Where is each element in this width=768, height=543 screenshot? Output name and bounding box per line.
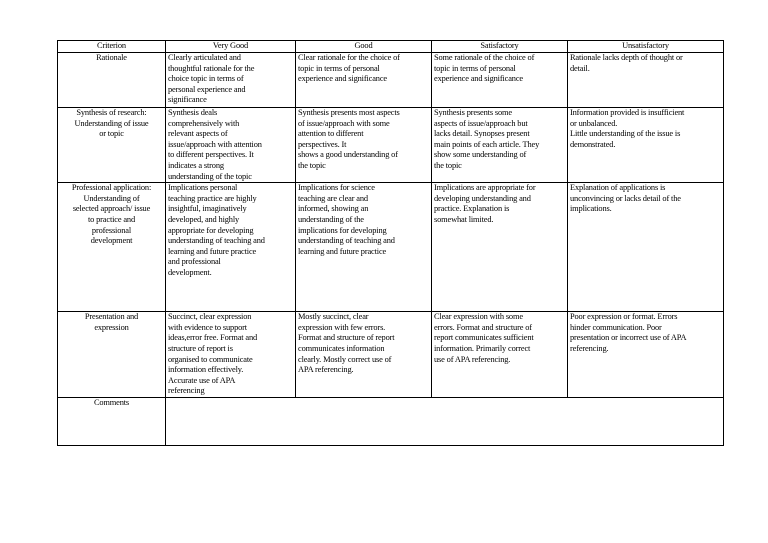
descriptor-text-line: developing understanding and bbox=[434, 193, 531, 203]
descriptor-text-line: Little understanding of the issue is bbox=[570, 129, 681, 139]
comments-row bbox=[58, 397, 724, 445]
descriptor-text-line: and professional bbox=[168, 257, 221, 267]
descriptor-text-line: implications. bbox=[570, 204, 612, 214]
rubric-row bbox=[58, 108, 724, 183]
descriptor-text-line: hinder communication. Poor bbox=[570, 322, 662, 332]
descriptor-text-line: the topic bbox=[434, 160, 462, 170]
descriptor-text-line: Implications for science bbox=[298, 183, 375, 193]
good-descriptor-cell bbox=[296, 312, 432, 398]
criterion-text-line: development bbox=[90, 236, 133, 246]
descriptor-text-line: errors. Format and structure of bbox=[434, 322, 532, 332]
descriptor-text-line: structure of report is bbox=[168, 343, 233, 353]
rubric-row bbox=[58, 53, 724, 108]
descriptor-text-line: learning and future practice bbox=[298, 246, 387, 256]
descriptor-text-line: topic in terms of personal bbox=[434, 63, 516, 73]
descriptor-text-line: developed, and highly bbox=[168, 214, 240, 224]
descriptor-text-line: Poor expression or format. Errors bbox=[570, 312, 678, 322]
descriptor-text-line: Information provided is insufficient bbox=[570, 108, 685, 117]
descriptor-text-line: attention to different bbox=[298, 129, 364, 139]
satisfactory-descriptor-cell bbox=[432, 183, 568, 312]
descriptor-text-line: APA referencing. bbox=[298, 365, 354, 375]
criterion-text-line: selected approach/ issue bbox=[72, 204, 151, 214]
descriptor-text-line: comprehensively with bbox=[168, 118, 240, 128]
descriptor-text-line: lacks detail. Synopses present bbox=[434, 129, 530, 139]
descriptor-text-line: or unbalanced. bbox=[570, 118, 618, 128]
descriptor-text-line: main points of each article. They bbox=[434, 139, 540, 149]
descriptor-text-line: practice. Explanation is bbox=[434, 204, 510, 214]
good-descriptor-cell bbox=[296, 108, 432, 183]
descriptor-text-line: expression with few errors. bbox=[298, 322, 386, 332]
descriptor-text-line: Format and structure of report bbox=[298, 333, 395, 343]
header-row bbox=[58, 41, 724, 53]
unsatisfactory-descriptor-cell bbox=[568, 312, 724, 398]
descriptor-text-line: implications for developing bbox=[298, 225, 387, 235]
descriptor-text-line: information effectively. bbox=[168, 365, 244, 375]
descriptor-text-line: Synthesis presents some bbox=[434, 108, 512, 117]
comments-field[interactable] bbox=[166, 397, 724, 445]
descriptor-text-line: learning and future practice bbox=[168, 246, 257, 256]
descriptor-text-line: of issue/approach with some bbox=[298, 118, 390, 128]
header-very-good: Very Good bbox=[166, 41, 296, 53]
criterion-text-line: to practice and bbox=[87, 214, 136, 224]
descriptor-text-line: Mostly succinct, clear bbox=[298, 312, 369, 322]
descriptor-text-line: somewhat limited. bbox=[434, 214, 494, 224]
unsatisfactory-descriptor-cell bbox=[568, 53, 724, 108]
descriptor-text-line: report communicates sufficient bbox=[434, 333, 534, 343]
criterion-text-line: Synthesis of research: bbox=[76, 108, 147, 117]
descriptor-text-line: issue/approach with attention bbox=[168, 139, 262, 149]
criterion-text-line: Understanding of issue bbox=[74, 118, 149, 128]
very-good-descriptor-cell bbox=[166, 53, 296, 108]
header-unsatisfactory: Unsatisfactory bbox=[568, 41, 724, 53]
comments-label: Comments bbox=[58, 397, 166, 445]
descriptor-text-line: demonstrated. bbox=[570, 139, 616, 149]
criterion-text-line: or topic bbox=[99, 129, 124, 139]
descriptor-text-line: Some rationale of the choice of bbox=[434, 53, 535, 62]
criterion-text-line: Rationale bbox=[96, 53, 127, 62]
descriptor-text-line: appropriate for developing bbox=[168, 225, 254, 235]
descriptor-text-line: detail. bbox=[570, 63, 590, 73]
criterion-text-line: Presentation and bbox=[84, 312, 139, 322]
descriptor-text-line: clearly. Mostly correct use of bbox=[298, 354, 392, 364]
descriptor-text-line: Clear rationale for the choice of bbox=[298, 53, 400, 62]
good-descriptor-cell bbox=[296, 183, 432, 312]
good-descriptor-cell bbox=[296, 53, 432, 108]
descriptor-text-line: topic in terms of personal bbox=[298, 63, 380, 73]
descriptor-text-line: informed, showing an bbox=[298, 204, 369, 214]
criterion-text-line: Professional application: bbox=[71, 183, 152, 193]
descriptor-text-line: understanding of teaching and bbox=[168, 236, 265, 246]
descriptor-text-line: referencing. bbox=[570, 343, 609, 353]
rubric-row bbox=[58, 183, 724, 312]
rubric-row bbox=[58, 312, 724, 398]
descriptor-text-line: significance bbox=[168, 95, 207, 105]
descriptor-text-line: experience and significance bbox=[434, 74, 523, 84]
criterion-cell bbox=[58, 108, 166, 183]
descriptor-text-line: understanding of teaching and bbox=[298, 236, 395, 246]
descriptor-text-line: referencing bbox=[168, 386, 205, 396]
very-good-descriptor-cell bbox=[166, 183, 296, 312]
descriptor-text-line: indicates a strong bbox=[168, 160, 224, 170]
descriptor-text-line: Clear expression with some bbox=[434, 312, 523, 322]
descriptor-text-line: show some understanding of bbox=[434, 150, 527, 160]
criterion-text-line: expression bbox=[94, 322, 129, 332]
header-good: Good bbox=[296, 41, 432, 53]
criterion-cell bbox=[58, 53, 166, 108]
descriptor-text-line: shows a good understanding of bbox=[298, 150, 398, 160]
very-good-descriptor-cell bbox=[166, 312, 296, 398]
assessment-rubric-table bbox=[57, 40, 724, 446]
satisfactory-descriptor-cell bbox=[432, 312, 568, 398]
descriptor-text-line: with evidence to support bbox=[168, 322, 247, 332]
descriptor-text-line: experience and significance bbox=[298, 74, 387, 84]
descriptor-text-line: relevant aspects of bbox=[168, 129, 228, 139]
descriptor-text-line: Synthesis deals bbox=[168, 108, 218, 117]
descriptor-text-line: thoughtful rationale for the bbox=[168, 63, 255, 73]
descriptor-text-line: Rationale lacks depth of thought or bbox=[570, 53, 683, 62]
descriptor-text-line: information. Primarily correct bbox=[434, 343, 531, 353]
descriptor-text-line: organised to communicate bbox=[168, 354, 253, 364]
descriptor-text-line: aspects of issue/approach but bbox=[434, 118, 528, 128]
descriptor-text-line: perspectives. It bbox=[298, 139, 347, 149]
descriptor-text-line: insightful, imaginatively bbox=[168, 204, 247, 214]
unsatisfactory-descriptor-cell bbox=[568, 108, 724, 183]
descriptor-text-line: understanding of the topic bbox=[168, 171, 252, 181]
descriptor-text-line: presentation or incorrect use of APA bbox=[570, 333, 687, 343]
descriptor-text-line: use of APA referencing. bbox=[434, 354, 511, 364]
header-satisfactory: Satisfactory bbox=[432, 41, 568, 53]
satisfactory-descriptor-cell bbox=[432, 53, 568, 108]
descriptor-text-line: Succinct, clear expression bbox=[168, 312, 252, 322]
descriptor-text-line: to different perspectives. It bbox=[168, 150, 254, 160]
descriptor-text-line: ideas,error free. Format and bbox=[168, 333, 258, 343]
descriptor-text-line: Synthesis presents most aspects bbox=[298, 108, 400, 117]
satisfactory-descriptor-cell bbox=[432, 108, 568, 183]
descriptor-text-line: personal experience and bbox=[168, 84, 246, 94]
criterion-text-line: Understanding of bbox=[83, 193, 140, 203]
criterion-text-line: professional bbox=[91, 225, 132, 235]
descriptor-text-line: Accurate use of APA bbox=[168, 375, 236, 385]
descriptor-text-line: Clearly articulated and bbox=[168, 53, 241, 62]
header-criterion: Criterion bbox=[58, 41, 166, 53]
very-good-descriptor-cell bbox=[166, 108, 296, 183]
descriptor-text-line: teaching practice are highly bbox=[168, 193, 257, 203]
criterion-cell bbox=[58, 312, 166, 398]
descriptor-text-line: Explanation of applications is bbox=[570, 183, 666, 193]
descriptor-text-line: unconvincing or lacks detail of the bbox=[570, 193, 681, 203]
descriptor-text-line: understanding of the bbox=[298, 214, 364, 224]
descriptor-text-line: Implications personal bbox=[168, 183, 238, 193]
descriptor-text-line: teaching are clear and bbox=[298, 193, 368, 203]
descriptor-text-line: Implications are appropriate for bbox=[434, 183, 536, 193]
descriptor-text-line: communicates information bbox=[298, 343, 385, 353]
unsatisfactory-descriptor-cell bbox=[568, 183, 724, 312]
descriptor-text-line: the topic bbox=[298, 160, 326, 170]
descriptor-text-line: choice topic in terms of bbox=[168, 74, 244, 84]
descriptor-text-line: development. bbox=[168, 267, 212, 277]
criterion-cell bbox=[58, 183, 166, 312]
